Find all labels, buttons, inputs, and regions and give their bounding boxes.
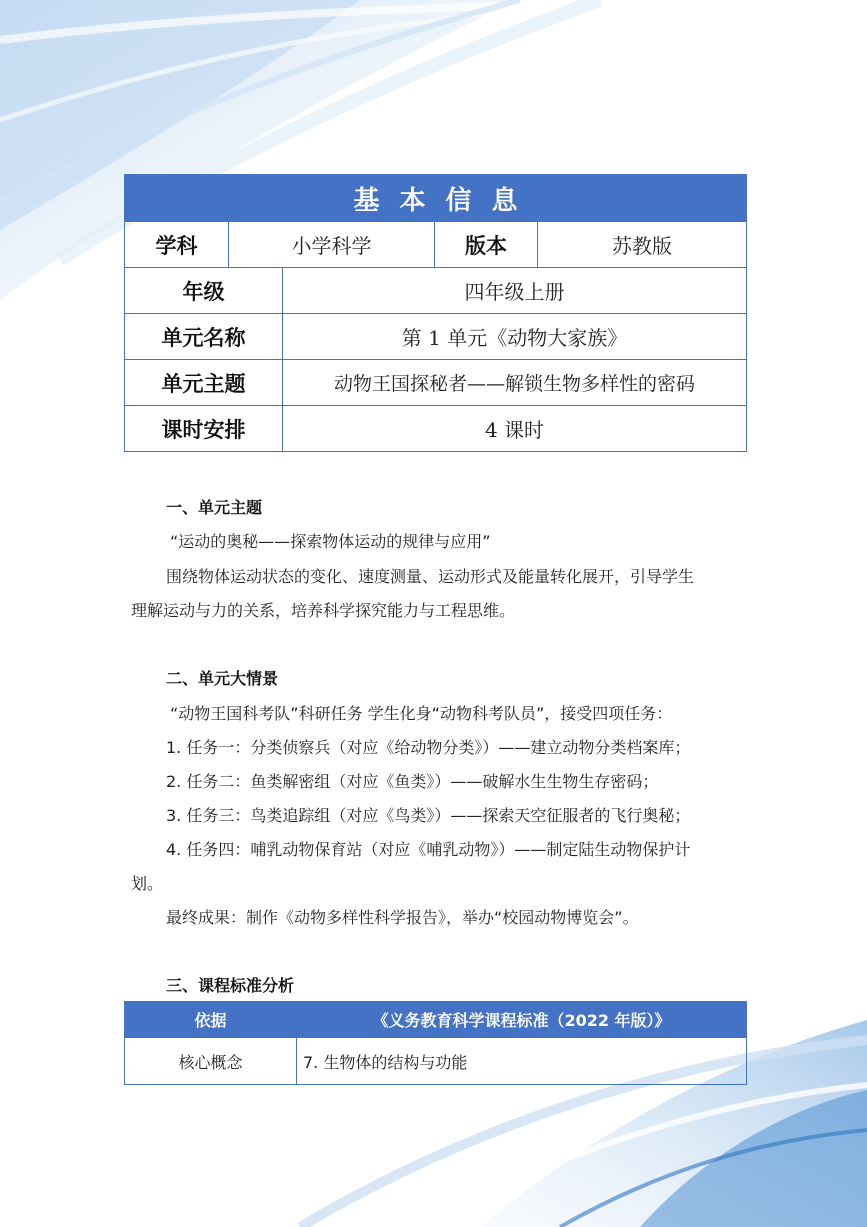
schedule-label: 课时安排 [125, 406, 283, 452]
table-header-row [125, 1002, 747, 1038]
core-concept-label: 核心概念 [125, 1038, 297, 1085]
grade-value: 四年级上册 [283, 268, 747, 314]
section2-task4-a: 4. 任务四：哺乳动物保育站（对应《哺乳动物》）——制定陆生动物保护计 [166, 840, 691, 859]
unit-name-label: 单元名称 [125, 314, 283, 360]
section2-task3: 3. 任务三：鸟类追踪组（对应《鸟类》）——探索天空征服者的飞行奥秘； [166, 806, 691, 825]
section2-task4-b: 划。 [131, 874, 164, 893]
basis-header: 依据 [125, 1002, 297, 1038]
curriculum-standard-table [124, 1001, 747, 1085]
basic-info-title: 基本信息 [125, 175, 747, 222]
section2-heading: 二、单元大情景 [166, 669, 279, 688]
table-row [125, 1038, 747, 1085]
section3-heading: 三、课程标准分析 [166, 976, 295, 995]
basic-info-table [124, 174, 747, 452]
unit-name-value: 第 1 单元《动物大家族》 [283, 314, 747, 360]
section2-task1: 1. 任务一：分类侦察兵（对应《给动物分类》）——建立动物分类档案库； [166, 738, 691, 757]
edition-label: 版本 [435, 222, 538, 268]
unit-theme-value: 动物王国探秘者——解锁生物多样性的密码 [283, 360, 747, 406]
section2-intro: “动物王国科考队”科研任务 学生化身“动物科考队员”，接受四项任务： [170, 704, 673, 723]
subject-label: 学科 [125, 222, 229, 268]
section2-final: 最终成果：制作《动物多样性科学报告》，举办“校园动物博览会”。 [166, 908, 639, 927]
core-concept-value: 7. 生物体的结构与功能 [297, 1038, 747, 1085]
section1-line1: “运动的奥秘——探索物体运动的规律与应用” [170, 532, 491, 551]
section2-task2: 2. 任务二：鱼类解密组（对应《鱼类》）——破解水生生物生存密码； [166, 772, 659, 791]
edition-value: 苏教版 [538, 222, 747, 268]
schedule-value: 4 课时 [283, 406, 747, 452]
section1-line2: 围绕物体运动状态的变化、速度测量、运动形式及能量转化展开，引导学生 [166, 567, 695, 586]
subject-value: 小学科学 [229, 222, 435, 268]
unit-theme-label: 单元主题 [125, 360, 283, 406]
grade-label: 年级 [125, 268, 283, 314]
section1-heading: 一、单元主题 [166, 498, 263, 517]
section1-line3: 理解运动与力的关系，培养科学探究能力与工程思维。 [131, 601, 516, 620]
standard-header: 《义务教育科学课程标准（2022 年版）》 [297, 1002, 747, 1038]
